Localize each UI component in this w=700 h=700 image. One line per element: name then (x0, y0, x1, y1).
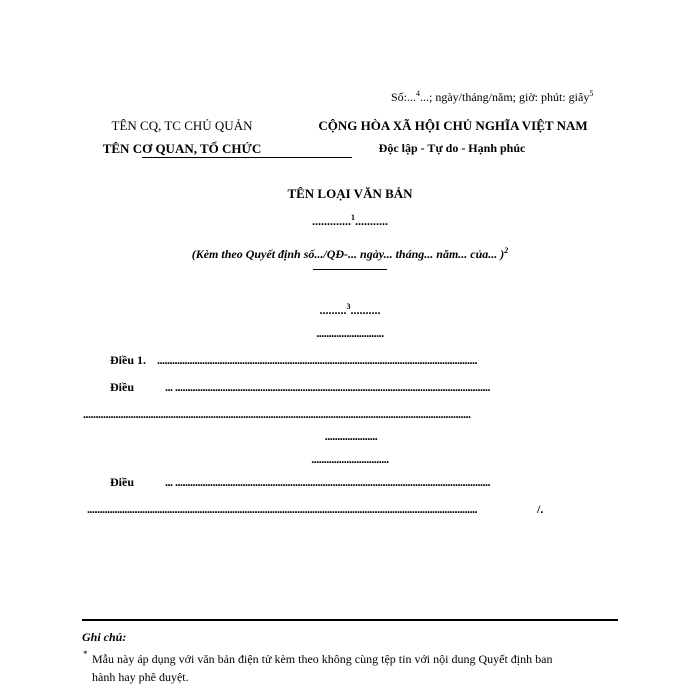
motto: Độc lập - Tự do - Hạnh phúc (378, 141, 526, 155)
placeholder-line-1: ..................... (324, 429, 378, 443)
article-3-label: Điều (110, 475, 134, 489)
article-2-content: ... .............................................................................................................................. (165, 380, 490, 394)
note-1-line-1: Mẫu này áp dụng với văn bản điện tử kèm theo không cùng tệp tin với nội dung Quyết định ban (92, 652, 553, 666)
notes-separator (82, 619, 618, 621)
note-1-mark: * (83, 649, 88, 659)
footnote-mark-2: 2 (504, 246, 509, 255)
document-number-line: Số:...$^4$...; ngày/tháng/năm; giờ: phút: giây$^5$ (391, 89, 594, 104)
closing-line: ............................................................................................................................................................ (87, 502, 477, 516)
footnote-mark-4: 4 (416, 89, 421, 98)
attached-decision-line: (Kèm theo Quyết định số.../QĐ-... ngày... tháng... năm... của... )$^2$ (191, 246, 509, 261)
end-mark: /. (537, 502, 544, 516)
note-1-line-2: hành hay phê duyệt. (92, 670, 189, 684)
agency-underline (142, 157, 352, 158)
agency-name: TÊN CƠ QUAN, TỔ CHỨC (102, 141, 262, 156)
section-heading: .........$^3$.......... (319, 302, 381, 317)
article-2-continuation: ........................................................................................................................................................... (83, 407, 471, 421)
section-subheading: ........................... (316, 326, 384, 340)
document-type-title: TÊN LOẠI VĂN BẢN (287, 186, 413, 201)
footnote-mark-3: 3 (346, 302, 351, 311)
title-underline (313, 269, 387, 270)
article-1-label: Điều 1. (110, 353, 146, 367)
document-subject: .............$^1$........... (312, 213, 388, 228)
country-name: CỘNG HÒA XÃ HỘI CHỦ NGHĨA VIỆT NAM (318, 118, 588, 133)
governing-agency-name: TÊN CQ, TC CHỦ QUẢN (111, 118, 253, 133)
footnote-mark-1: 1 (351, 213, 355, 222)
article-3-content: ... .............................................................................................................................. (165, 475, 490, 489)
placeholder-line-2: ............................... (311, 452, 389, 466)
footnote-mark-5: 5 (589, 89, 594, 98)
notes-label: Ghi chú: (82, 630, 127, 644)
article-2-label: Điều (110, 380, 134, 394)
article-1-content: ................................................................................................................................ (157, 353, 477, 367)
